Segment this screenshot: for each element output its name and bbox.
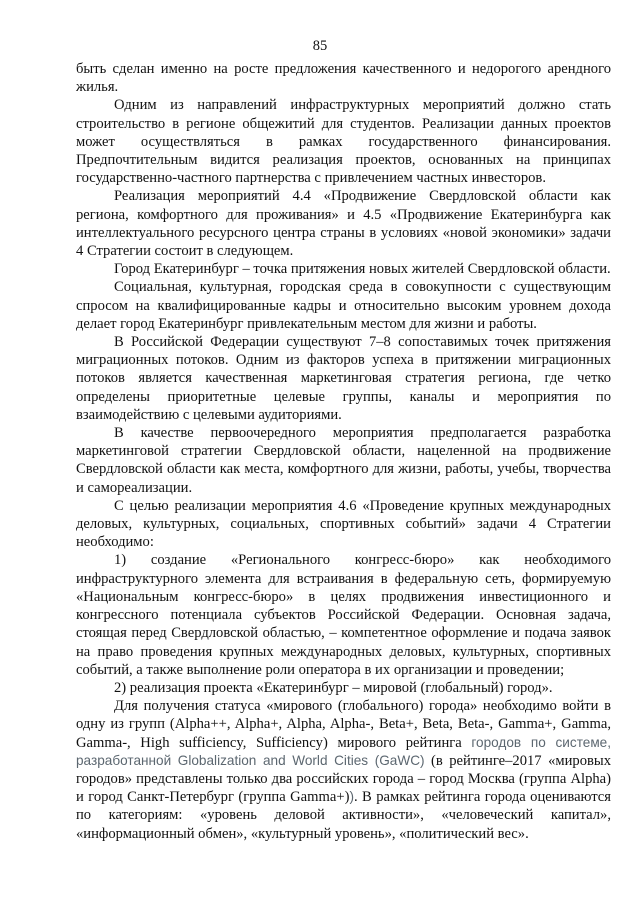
text-segment: . В рамках рейтинга города оцениваются по категориям: «уровень деловой активности», «человеческий капитал», «информационный обмен», «культурный уровень», «политический вес». <box>76 789 612 842</box>
paragraph: Город Екатеринбург – точка притяжения новых жителей Свердловской области. <box>114 261 611 278</box>
paragraph: 1) создание «Регионального конгресс-бюро» как необходимого инфраструктурного элемента для встраивания в федеральную сеть, формируемую «Национальным конгресс-бюро» в целях продвижения инвестиционного и конгрессного потенциала субъектов Российской Федерации. Основная задача, стоящая перед Свердловской областью, – компетентное оформление и подача заявок на право проведения крупных международных деловых, культурных, спортивных событий, а также выполнение роли оператора в их организации и проведении; <box>76 552 611 678</box>
paragraph: С целью реализации мероприятия 4.6 «Проведение крупных международных деловых, культурных, социальных, спортивных событий» задачи 4 Стратегии необходимо: <box>76 497 611 551</box>
paragraph: 2) реализация проекта «Екатеринбург – мировой (глобальный) город». <box>114 679 553 696</box>
page-body <box>76 60 611 843</box>
paragraph-gawc <box>76 697 611 843</box>
paragraph: быть сделан именно на росте предложения качественного и недорогого арендного жилья. <box>76 61 611 96</box>
text-segment-gray: ) <box>349 789 354 805</box>
gawc-highlight: городов по системе, разработанной Globalization and World Cities (GaWC) <box>76 734 612 768</box>
paragraph: Реализация мероприятий 4.4 «Продвижение Свердловской области как региона, комфортного для проживания» и 4.5 «Продвижение Екатеринбурга как интеллектуального ресурсного центра страны в условиях «новой экономики» задачи 4 Стратегии состоит в следующем. <box>76 188 611 260</box>
paragraph: Одним из направлений инфраструктурных мероприятий должно стать строительство в регионе общежитий для студентов. Реализации данных проектов может осуществляться в рамках государственного финансирования. Предпочтительным видится реализация проектов, основанных на принципах государственно-частного партнерства с привлечением частных инвесторов. <box>76 97 611 187</box>
paragraph: Социальная, культурная, городская среда в совокупности с существующим спросом на квалифицированные кадры и относительно высоким уровнем дохода делает город Екатеринбург привлекательным местом для жизни и работы. <box>76 279 611 332</box>
paragraph: В Российской Федерации существуют 7–8 сопоставимых точек притяжения миграционных потоков. Одним из факторов успеха в притяжении миграционных потоков является качественная маркетинговая стратегия региона, где четко определены приоритетные целевые группы, каналы и мероприятия по взаимодействию с целевыми аудиториями. <box>76 334 611 423</box>
text-segment: Для получения статуса «мирового (глобального) города» необходимо войти в одну из групп (Alpha++, Alpha+, Alpha, Alpha-, Beta+, Beta, Beta-, Gamma+, Gamma, Gamma-, High sufficiency, Sufficiency) мирового рейтинга <box>76 698 611 751</box>
text-segment: (в рейтинге–2017 «мировых городов» представлены только два российских города – город Москва (группа Alpha) и город Санкт-Петербург (группа Gamma+) <box>76 752 611 806</box>
paragraph: В качестве первоочередного мероприятия предполагается разработка маркетинговой стратегии Свердловской области, нацеленной на продвижение Свердловской области как места, комфортного для жизни, работы, учебы, творчества и самореализации. <box>76 425 611 496</box>
page-number: 85 <box>312 38 328 54</box>
